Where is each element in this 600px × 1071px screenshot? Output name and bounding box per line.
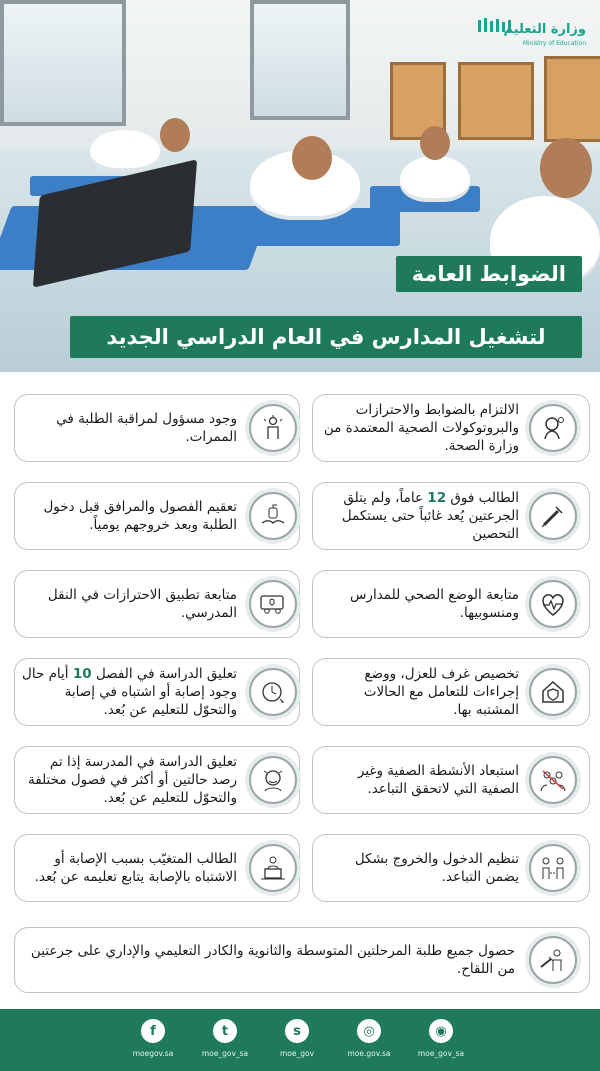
facebook-icon: f xyxy=(141,1019,165,1043)
days-highlight: 10 xyxy=(72,665,92,682)
rule-card-vaccination-staff xyxy=(14,927,590,993)
age-highlight: 12 xyxy=(427,489,447,506)
pinboard xyxy=(458,62,534,140)
social-handle: moe.gov.sa xyxy=(347,1049,391,1058)
rule-card-class-suspension xyxy=(14,658,300,726)
rule-card-sanitization xyxy=(14,482,300,550)
rule-card-remote-learning xyxy=(14,834,300,902)
snapchat-icon: s xyxy=(285,1019,309,1043)
vaccinated-staff-icon xyxy=(529,936,577,984)
rule-text: استبعاد الأنشطة الصفية وغير الصفية التي لاتحقق التباعد. xyxy=(357,762,519,797)
window xyxy=(0,0,126,126)
rule-card-isolation-rooms xyxy=(312,658,590,726)
rule-card-health-monitoring xyxy=(312,570,590,638)
vaccine-syringe-icon xyxy=(529,492,577,540)
logo-english-name: Ministry of Education xyxy=(522,40,586,47)
rule-card-health-protocols xyxy=(312,394,590,462)
sanitizer-hands-icon xyxy=(249,492,297,540)
page-subtitle: لتشغيل المدارس في العام الدراسي الجديد xyxy=(70,316,582,358)
distancing-people-icon xyxy=(529,844,577,892)
social-handle: moe_gov xyxy=(279,1049,315,1058)
school-bus-icon xyxy=(249,580,297,628)
student-head xyxy=(160,118,190,152)
hero-photo xyxy=(0,0,600,372)
social-handle: moegov.sa xyxy=(132,1049,174,1058)
rule-text: متابعة تطبيق الاحترازات في النقل المدرسي. xyxy=(47,586,237,621)
rule-card-corridor-supervisor xyxy=(14,394,300,462)
rule-card-school-transport xyxy=(14,570,300,638)
rule-card-activities xyxy=(312,746,590,814)
social-website[interactable] xyxy=(334,1019,404,1058)
rule-text: تعقيم الفصول والمرافق قبل دخول الطلبة وبعد خروجهم يومياً. xyxy=(43,498,237,533)
student-head xyxy=(540,138,592,198)
rule-text: حصول جميع طلبة المرحلتين المتوسطة والثانوية والكادر التعليمي والإداري على جرعتين من اللقاح. xyxy=(30,942,515,977)
social-snapchat[interactable] xyxy=(262,1019,332,1058)
social-instagram[interactable] xyxy=(406,1019,476,1058)
footer-social-bar xyxy=(0,1009,600,1071)
rule-text: الالتزام بالضوابط والاحترازات والبروتوكولات الصحية المعتمدة من وزارة الصحة. xyxy=(323,401,519,455)
student-head xyxy=(292,136,332,180)
rule-card-entry-exit xyxy=(312,834,590,902)
rule-card-school-suspension xyxy=(14,746,300,814)
rule-text: متابعة الوضع الصحي للمدارس ومنسوبيها. xyxy=(349,586,519,621)
rule-text: تعليق الدراسة في المدرسة إذا تم رصد حالتين أو أكثر في فصول مختلفة والتحوّل للتعليم عن بُعد. xyxy=(28,753,237,807)
logo-arabic-name: وزارة التعليم xyxy=(503,22,586,37)
home-shield-icon xyxy=(529,668,577,716)
rule-text: الطالب المتغيّب بسبب الإصابة أو الاشتباه بالإصابة يتابع تعليمه عن بُعد. xyxy=(34,850,237,885)
student-head xyxy=(420,126,450,160)
student xyxy=(90,130,160,172)
rule-text: الطالب فوق 12 عاماً، ولم يتلق الجرعتين يُعد غائباً حتى يستكمل التحصين xyxy=(341,489,519,543)
rule-text: وجود مسؤول لمراقبة الطلبة في الممرات. xyxy=(56,410,237,445)
clock-alarm-icon xyxy=(249,668,297,716)
instagram-icon: ◉ xyxy=(429,1019,453,1043)
remote-learning-icon xyxy=(249,844,297,892)
window xyxy=(250,0,350,120)
social-handle: moe_gov_sa xyxy=(417,1049,465,1058)
twitter-icon: t xyxy=(213,1019,237,1043)
rule-text: تعليق الدراسة في الفصل 10 أيام حال وجود إصابة أو اشتباه في إصابة والتحوّل للتعليم عن بُعد. xyxy=(22,665,237,719)
rule-text: تنظيم الدخول والخروج بشكل يضمن التباعد. xyxy=(354,850,519,885)
social-handle: moe_gov_sa xyxy=(201,1049,249,1058)
group-no-gathering-icon xyxy=(529,756,577,804)
web-icon: ◎ xyxy=(357,1019,381,1043)
social-twitter[interactable] xyxy=(190,1019,260,1058)
covid-person-icon xyxy=(529,404,577,452)
supervisor-person-icon xyxy=(249,404,297,452)
ministry-logo xyxy=(476,10,586,50)
page-title: الضوابط العامة xyxy=(396,256,582,292)
heart-monitor-icon xyxy=(529,580,577,628)
pinboard xyxy=(544,56,600,142)
student xyxy=(400,156,470,202)
social-facebook[interactable] xyxy=(118,1019,188,1058)
rule-text: تخصيص غرف للعزل، ووضع إجراءات للتعامل مع الحالات المشتبه بها. xyxy=(363,665,519,719)
sick-student-icon xyxy=(249,756,297,804)
rule-card-vaccination-age xyxy=(312,482,590,550)
